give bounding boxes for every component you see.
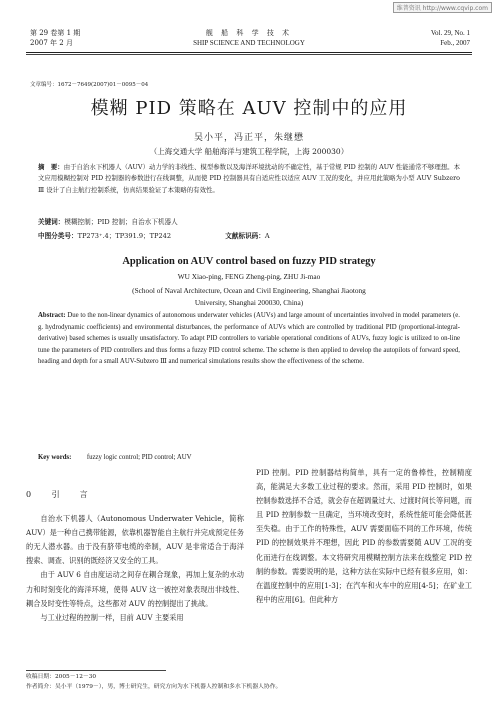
header-rule-2 [26,54,472,55]
keywords-en [38,454,192,461]
abstract-text-cn: 由于自治水下机器人（AUV）动力学的非线性、模型参数以及海洋环境扰动的不确定性，基于常规 PID 控制的 AUV 性能通常不够理想。本文应用模糊控制对 PID 控制器的参数进行在线调整，从而使 PID 控制器具有自适应性以适应 AUV 工况的变化，并应用此策略为小型 AUV Subzero Ⅲ 设计了自主航行控制系统，仿真结果验证了本策略的有效性。 [38,163,461,194]
article-number: 文章编号：1672－7649(2007)01－0095－04 [30,82,149,88]
authors-cn: 吴小平，冯正平，朱继懋 [193,133,304,143]
affiliation-en [0,285,498,309]
keywords-cn [38,216,178,226]
paragraph: 由于 AUV 6 自由度运动之间存在耦合现象，再加上复杂的水动力和时刻变化的海洋环境，使得 AUV 这一被控对象表现出非线性、耦合及时变性等特点，这些都对 AUV 的控制提出了挑战。 [26,570,244,608]
abstract-en [38,310,460,368]
abstract-label-en: Abstract: [38,312,66,319]
volume-en: Vol. 29, No. 1 [430,29,470,37]
volume-cn: 第 29 卷第 1 期 [30,29,81,37]
journal-name-cn: 舰 船 科 学 技 术 [205,29,293,37]
affiliation-en-line1: (School of Naval Architecture, Ocean and Civil Engineering, Shanghai Jiaotong [132,286,366,295]
abstract-label-cn: 摘 要： [38,163,64,171]
class-text-cn: TP273⁺.4；TP391.9；TP242 [77,232,172,240]
doc-code-label: 文献标识码： [225,232,265,240]
author-bio: 作者简介：吴小平（1979－），男，博士研究生，研究方向为水下机器人控制和多水下机器人协作。 [26,683,282,690]
date-cn: 2007 年 2 月 [30,39,73,47]
section-number: 0 [26,490,38,499]
header-right [431,28,470,48]
header-rule [26,52,472,53]
affiliation-en-line2: University, Shanghai 200030, China) [194,298,304,307]
section-title: 引 言 [51,490,94,499]
affiliation-cn: （上海交通大学 船舶海洋与建筑工程学院，上海 200030） [149,147,349,156]
watermark: 维普资讯 http://www.cqvip.com [393,2,492,13]
title-en: Application on AUV control based on fuzzy PID strategy [122,256,376,267]
doc-code: A [264,232,270,240]
abstract-cn [38,162,460,196]
classification-cn [38,230,270,240]
keywords-label-en: Key words: [38,454,72,461]
date-en: Feb., 2007 [440,39,470,47]
footnote-rule [26,670,166,671]
page-title: 模糊 PID 策略在 AUV 控制中的应用 [90,98,408,119]
class-label-cn: 中图分类号： [38,232,78,240]
body-right-column [256,466,472,607]
journal-name-en: SHIP SCIENCE AND TECHNOLOGY [193,39,305,47]
header-center [0,28,498,48]
paragraph: PID 控制。PID 控制器结构简单，具有一定的鲁棒性，控制精度高，能满足大多数工业过程的要求。然而，采用 PID 控制时，如果控制参数选择不合适，就会存在超调量过大、过渡时间长等问题，而且 PID 控制参数一旦确定，当环境改变时，系统性能可能会降低甚至失稳。由于工作的特殊性，AUV 需要面临不同的工作环境，传统 PID 的控制效果并不理想，因此 PID 的参数需要随 AUV 工况的变化而进行在线调整。本文将研究用模糊控制方法来在线整定 PID 控制的参数。需要说明的是，这种方法在实际中已经有很多应用，如：在温度控制中的应用[1-3]；在汽车和火车中的应用[4-5]；在矿业工程中的应用[6]。但此种方 [256,468,472,604]
keywords-label-cn: 关键词： [38,218,65,226]
keywords-text-en: fuzzy logic control; PID control; AUV [86,454,192,461]
paragraph: 自治水下机器人（Autonomous Underwater Vehicle，简称 AUV）是一种自己携带能源，依靠机器智能自主航行并完成预定任务的无人潜水器。由于没有脐带电缆的牵制，AUV 是非常适合于海洋搜索、调查、识别的既经济又安全的工具。 [26,514,244,566]
abstract-text-en: Due to the non-linear dynamics of autonomous underwater vehicles (AUVs) and large amount of uncertainties involved in model parameters (e. g. hydrodynamic coefficients) and environmental disturbances, the performance of AUVs which are controlled by traditional PID (proportional-integral-derivative) based schemes is usually unsatisfactory. To adapt PID controllers to variable operational conditions of AUVs, fuzzy logic is utilized to on-line tune the parameters of PID controllers and thus forms a fuzzy PID control scheme. The scheme is then applied to develop the autopilots of forward speed, heading and depth for a small AUV-Subzero Ⅲ and numerical simulations results show the effectiveness of the scheme. [38,312,460,366]
section-heading [26,488,244,502]
paragraph: 与工业过程的控制一样，目前 AUV 主要采用 [40,612,184,622]
body-left-column [26,488,244,625]
footnote [26,673,281,692]
received-date: 收稿日期：2005－12－30 [26,674,97,680]
keywords-text-cn: 模糊控制；PID 控制；自治水下机器人 [64,218,178,226]
authors-en: WU Xiao-ping, FENG Zheng-ping, ZHU Ji-mao [177,272,321,281]
